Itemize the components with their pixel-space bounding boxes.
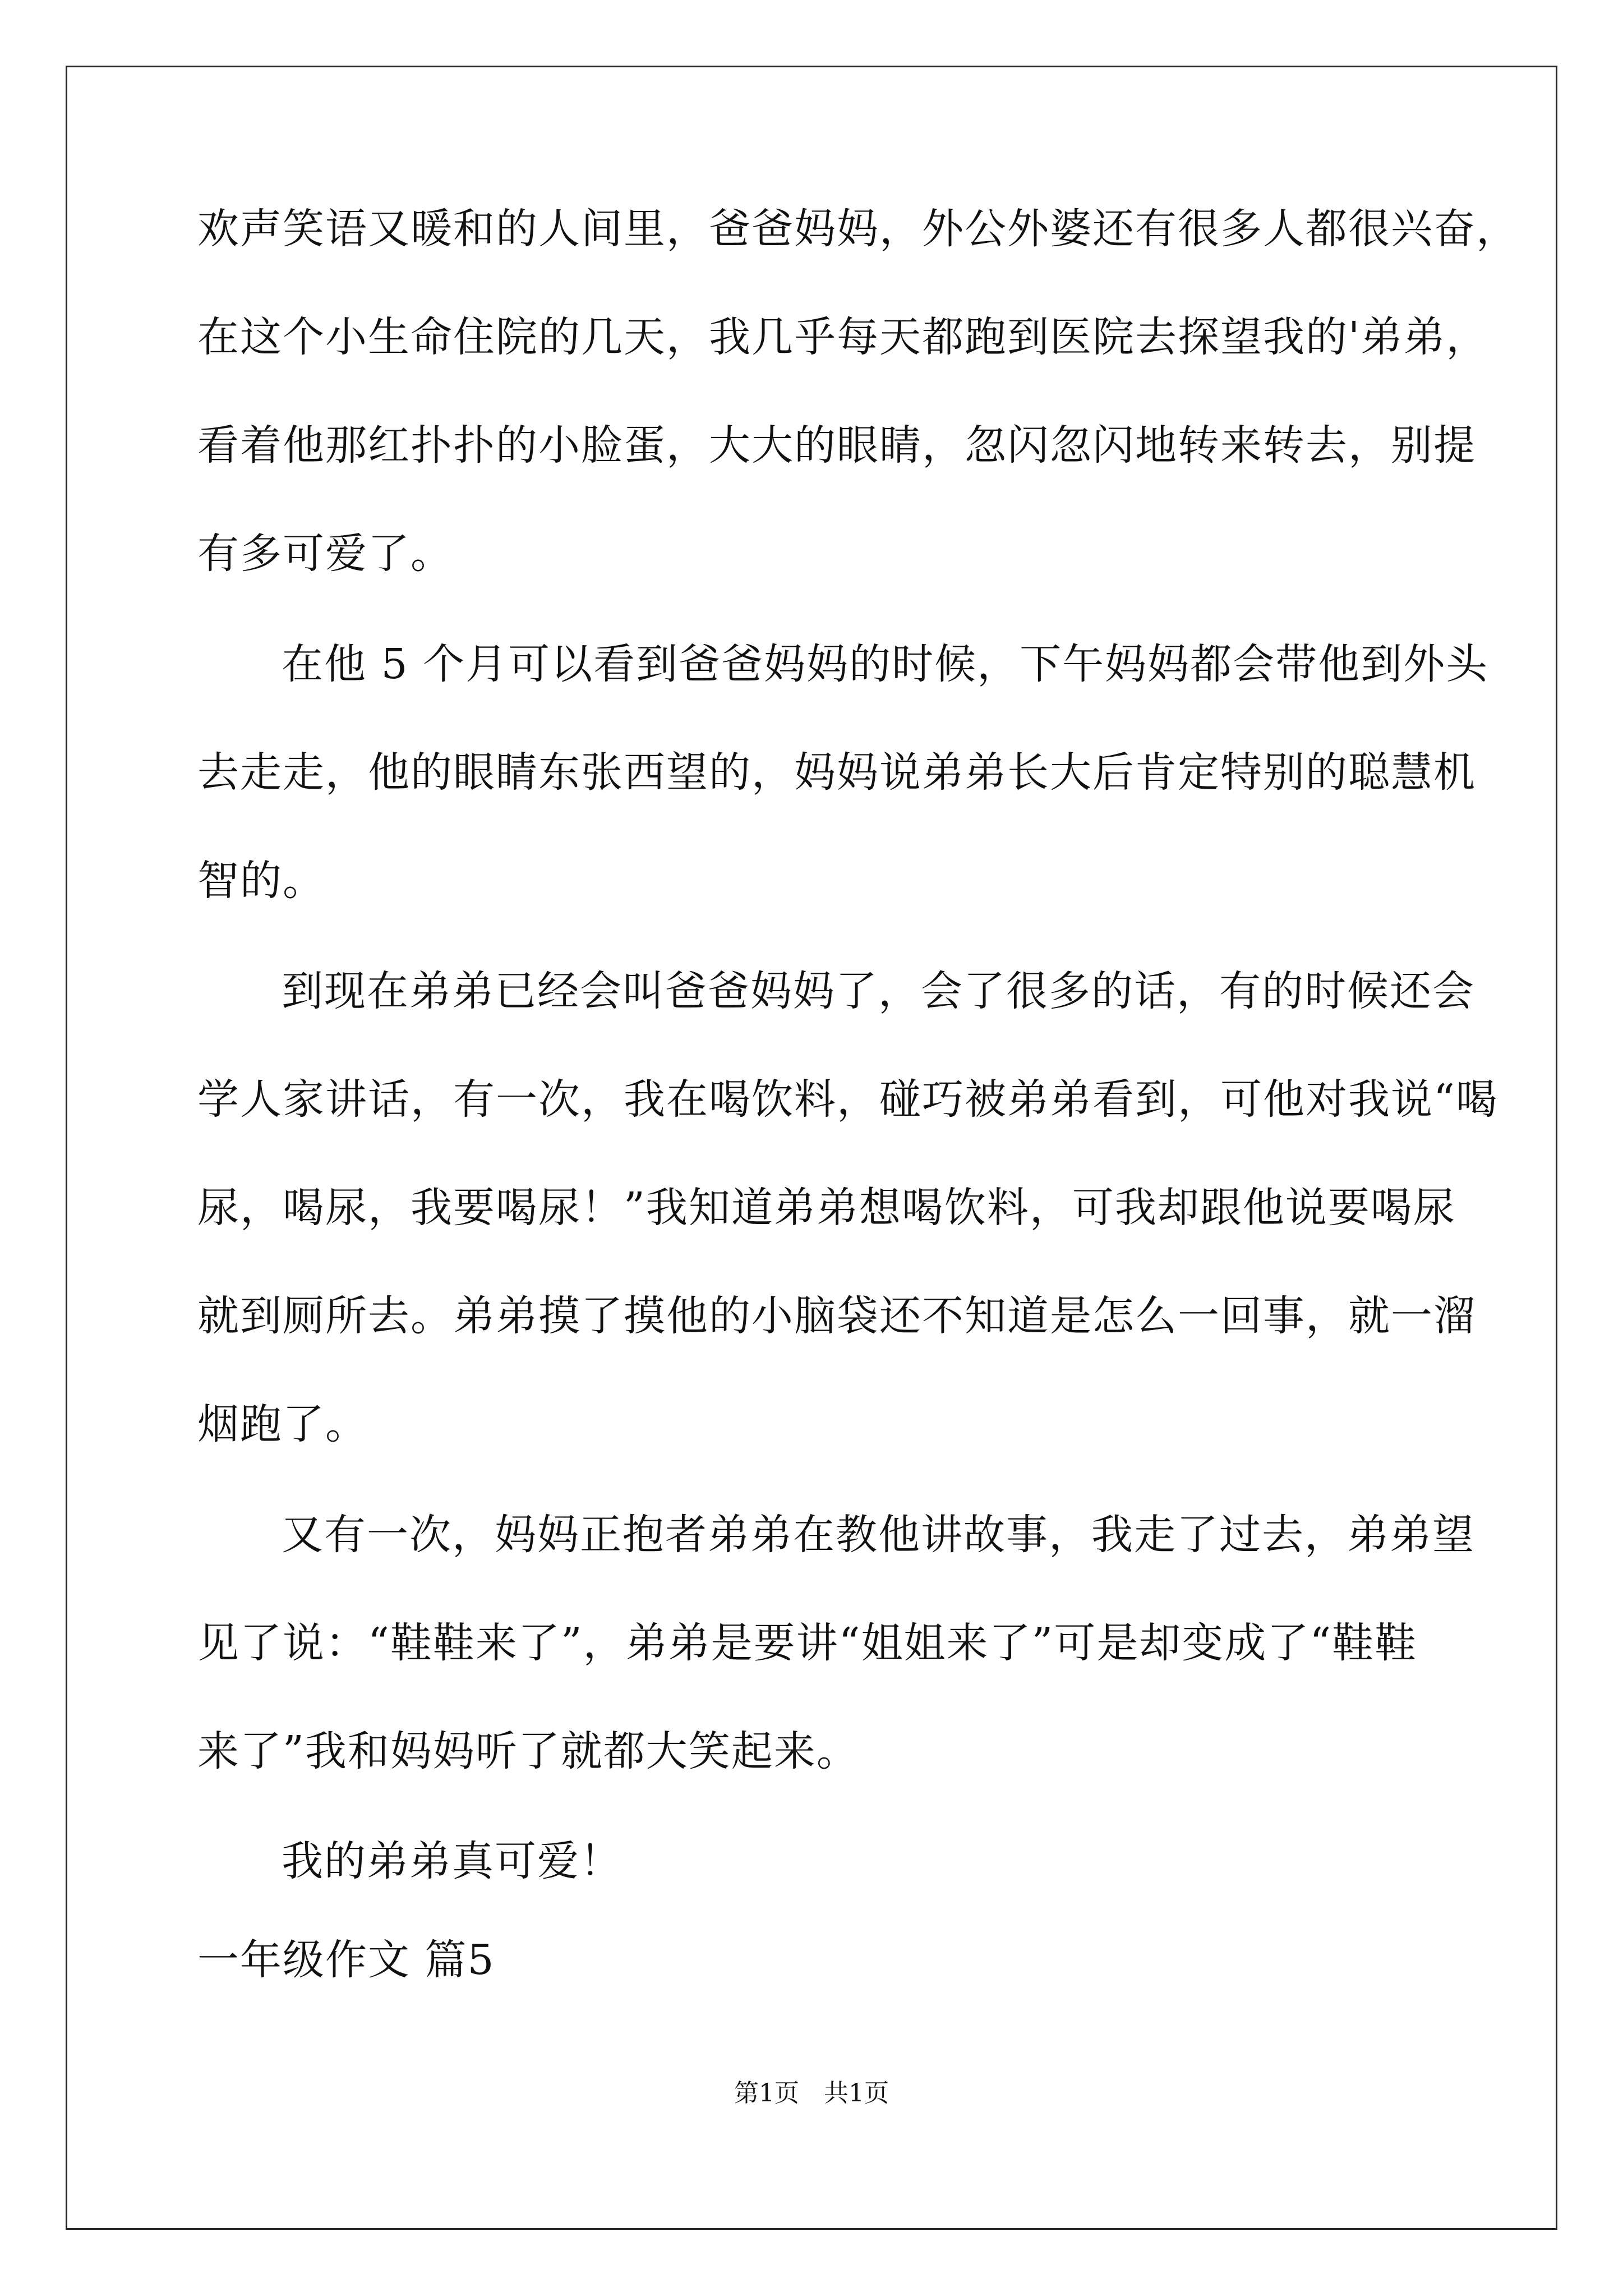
paragraph-4-line-2: 见了说：“鞋鞋来了”，弟弟是要讲“姐姐来了”可是却变成了“鞋鞋 xyxy=(197,1619,1418,1667)
paragraph-3-line-1: 到现在弟弟已经会叫爸爸妈妈了，会了很多的话，有的时候还会 xyxy=(282,967,1475,1015)
paragraph-2-line-3: 智的。 xyxy=(197,857,325,905)
paragraph-5-line-1: 我的弟弟真可爱！ xyxy=(282,1837,623,1885)
paragraph-3-line-2: 学人家讲话，有一次，我在喝饮料，碰巧被弟弟看到，可他对我说“喝 xyxy=(197,1075,1498,1124)
paragraph-1-line-1: 欢声笑语又暖和的人间里，爸爸妈妈，外公外婆还有很多人都很兴奋， xyxy=(197,205,1519,253)
page-number-footer: 第1页 共1页 xyxy=(734,2079,889,2108)
paragraph-2-line-1: 在他 5 个月可以看到爸爸妈妈的时候，下午妈妈都会带他到外头 xyxy=(282,640,1489,688)
paragraph-2-line-2: 去走走，他的眼睛东张西望的，妈妈说弟弟长大后肯定特别的聪慧机 xyxy=(197,748,1476,797)
paragraph-3-line-4: 就到厕所去。弟弟摸了摸他的小脑袋还不知道是怎么一回事，就一溜 xyxy=(197,1292,1476,1340)
paragraph-4-line-3: 来了”我和妈妈听了就都大笑起来。 xyxy=(197,1727,859,1775)
paragraph-1-line-2: 在这个小生命住院的几天，我几乎每天都跑到医院去探望我的'弟弟， xyxy=(197,313,1489,361)
paragraph-4-line-1: 又有一次，妈妈正抱者弟弟在教他讲故事，我走了过去，弟弟望 xyxy=(282,1511,1475,1559)
page-border xyxy=(66,66,1557,2230)
section-heading: 一年级作文 篇5 xyxy=(197,1936,495,1984)
paragraph-3-line-3: 尿，喝尿，我要喝尿！”我知道弟弟想喝饮料，可我却跟他说要喝尿 xyxy=(197,1184,1456,1232)
paragraph-3-line-5: 烟跑了。 xyxy=(197,1400,368,1448)
paragraph-1-line-3: 看着他那红扑扑的小脸蛋，大大的眼睛，忽闪忽闪地转来转去，别提 xyxy=(197,421,1476,470)
paragraph-1-line-4: 有多可爱了。 xyxy=(197,530,453,578)
